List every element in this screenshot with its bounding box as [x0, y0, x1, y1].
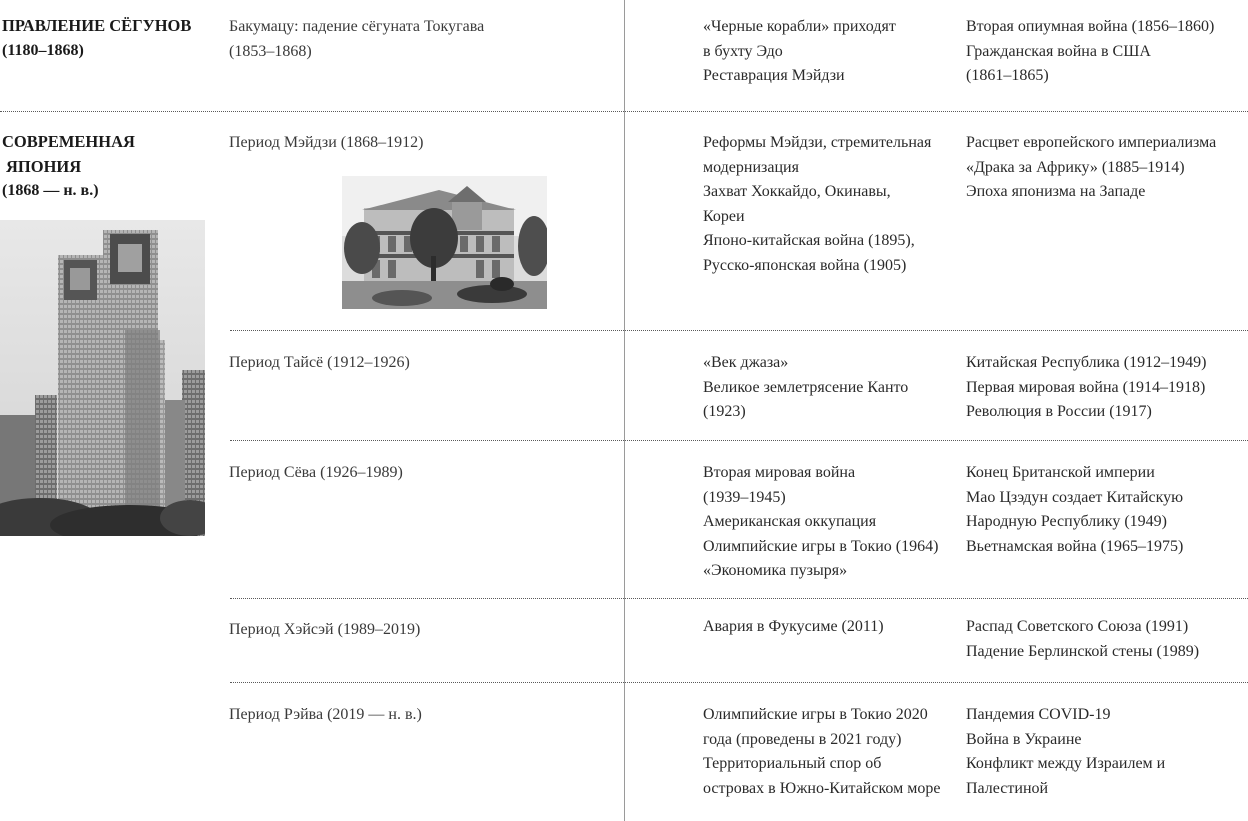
list-item: (1939–1945) [703, 488, 786, 506]
list-item: Великое землетрясение Канто [703, 378, 909, 396]
period-label: Период Рэйва (2019 — н. в.) [229, 706, 422, 723]
events-japan [703, 461, 938, 584]
list-item: Вторая опиумная война (1856–1860) [966, 18, 1215, 35]
list-item: Территориальный спор об [703, 755, 882, 773]
list-item: Гражданская война в США [966, 42, 1151, 60]
events-world [966, 351, 1206, 425]
events-japan [703, 615, 884, 640]
list-item: Кореи [703, 207, 745, 225]
period-label: Период Мэйдзи (1868–1912) [229, 134, 424, 151]
list-item: года (проведены в 2021 году) [703, 730, 902, 748]
list-item: Китайская Республика (1912–1949) [966, 354, 1207, 371]
list-item: Вторая мировая война [703, 464, 856, 481]
list-item: (1923) [703, 403, 746, 421]
events-japan [703, 351, 908, 425]
events-world [966, 461, 1183, 559]
era-title-line2: ЯПОНИЯ [6, 156, 82, 176]
list-item: «Век джаза» [703, 354, 789, 371]
list-item: Вьетнамская война (1965–1975) [966, 537, 1184, 555]
events-world [966, 703, 1165, 801]
list-item: Мао Цзэдун создает Китайскую [966, 488, 1184, 506]
meiji-era-mansion-photo [342, 176, 547, 309]
period-label: Период Сёва (1926–1989) [229, 464, 403, 481]
period-bakumatsu [229, 15, 484, 64]
list-item: Японо-китайская война (1895), [703, 232, 915, 250]
period-label: Период Хэйсэй (1989–2019) [229, 621, 421, 638]
events-world [966, 615, 1199, 664]
events-japan [703, 15, 896, 89]
list-item: Реставрация Мэйдзи [703, 67, 845, 85]
row-separator [230, 682, 1248, 683]
column-divider [624, 0, 625, 821]
period-label: Бакумацу: падение сёгуната Токугава [229, 18, 485, 35]
events-japan [703, 703, 940, 801]
era-separator [0, 111, 1248, 112]
list-item: Русско-японская война (1905) [703, 256, 907, 274]
list-item: Эпоха японизма на Западе [966, 183, 1146, 201]
list-item: (1861–1865) [966, 67, 1049, 85]
list-item: Конец Британской империи [966, 464, 1155, 481]
list-item: «Драка за Африку» (1885–1914) [966, 158, 1185, 176]
list-item: Расцвет европейского империализма [966, 134, 1217, 151]
era-dates: (1180–1868) [2, 41, 84, 59]
period-taisho [229, 351, 410, 376]
list-item: Американская оккупация [703, 513, 877, 531]
list-item: «Экономика пузыря» [703, 562, 848, 580]
era-title-line1: СОВРЕМЕННАЯ [2, 132, 135, 151]
period-heisei [229, 618, 420, 643]
list-item: Война в Украине [966, 730, 1082, 748]
row-separator [230, 440, 1248, 441]
period-showa [229, 461, 403, 486]
list-item: модернизация [703, 158, 799, 176]
list-item: Конфликт между Израилем и [966, 755, 1166, 773]
list-item: Пандемия COVID-19 [966, 706, 1111, 723]
list-item: Палестиной [966, 779, 1049, 797]
list-item: Революция в России (1917) [966, 403, 1152, 421]
list-item: Олимпийские игры в Токио 2020 [703, 706, 928, 723]
list-item: Народную Республику (1949) [966, 513, 1167, 531]
list-item: в бухту Эдо [703, 42, 783, 60]
list-item: островах в Южно-Китайском море [703, 779, 941, 797]
row-separator [230, 330, 1248, 331]
era-shogun [2, 14, 191, 63]
list-item: Распад Советского Союза (1991) [966, 618, 1189, 635]
events-world [966, 131, 1216, 205]
era-dates: (1868 — н. в.) [2, 182, 99, 200]
list-item: Падение Берлинской стены (1989) [966, 642, 1200, 660]
list-item: Авария в Фукусиме (2011) [703, 618, 884, 635]
tokyo-skyscraper-photo [0, 220, 205, 536]
list-item: Олимпийские игры в Токио (1964) [703, 537, 939, 555]
row-separator [230, 598, 1248, 599]
period-dates: (1853–1868) [229, 42, 312, 60]
list-item: «Черные корабли» приходят [703, 18, 896, 35]
list-item: Захват Хоккайдо, Окинавы, [703, 183, 891, 201]
period-label: Период Тайсё (1912–1926) [229, 354, 410, 371]
era-modern-japan [2, 130, 135, 204]
period-meiji [229, 131, 423, 156]
era-title: ПРАВЛЕНИЕ СЁГУНОВ [2, 16, 192, 35]
events-world [966, 15, 1214, 89]
period-reiwa [229, 703, 422, 728]
list-item: Реформы Мэйдзи, стремительная [703, 134, 932, 151]
list-item: Первая мировая война (1914–1918) [966, 378, 1206, 396]
events-japan [703, 131, 931, 279]
